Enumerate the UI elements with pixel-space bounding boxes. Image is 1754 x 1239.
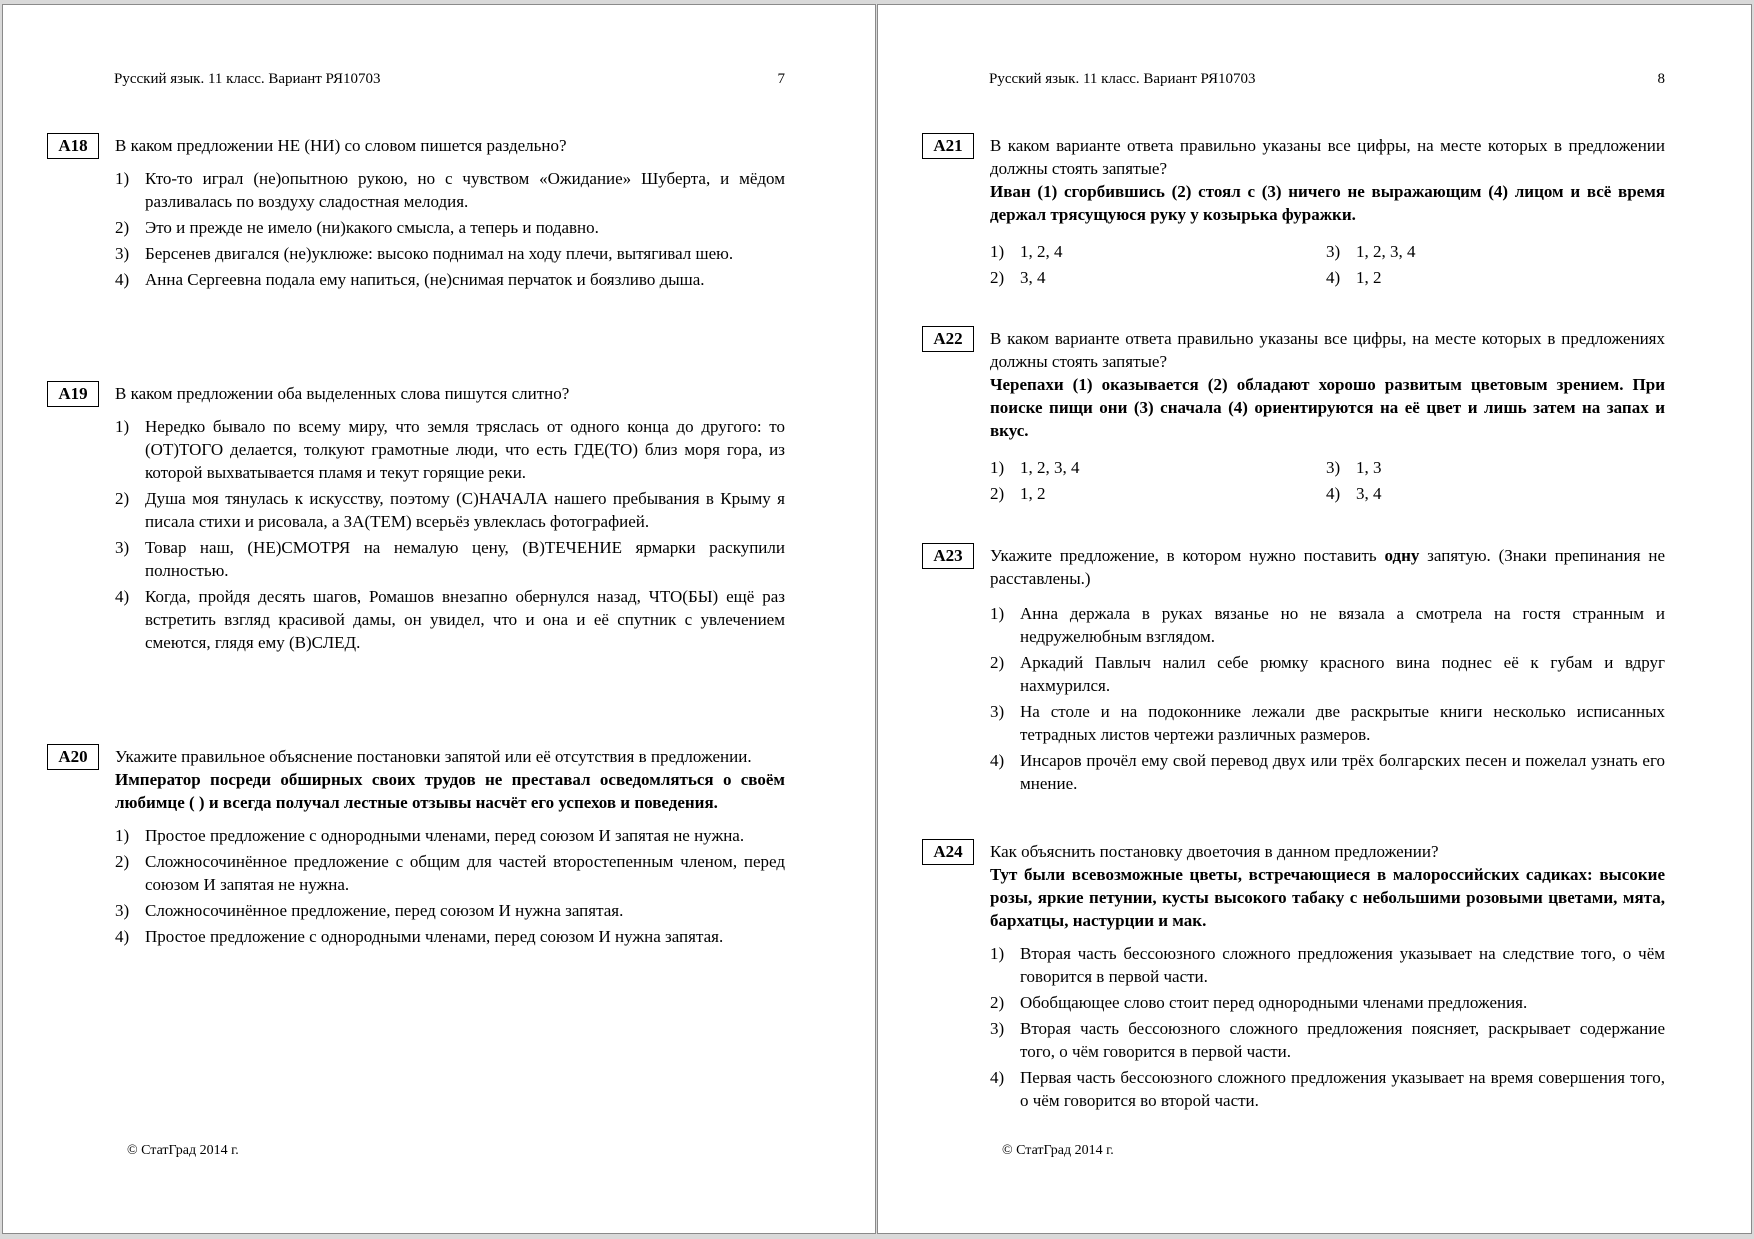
question-sentence: Иван (1) сгорбившись (2) стоял с (3) ничего не выражающим (4) лицом и всё время держал трясущуюся руку у козырька фуражки. — [990, 182, 1665, 224]
answer-option: 3) На столе и на подоконнике лежали две раскрытые книги несколько исписанных тетрадных листов чертежи различных размеров. — [990, 702, 1665, 744]
question-label: А22 — [922, 326, 974, 352]
answer-option: 2) 3, 4 — [990, 268, 1046, 287]
question-a19 — [47, 381, 785, 657]
question-a22 — [922, 326, 1665, 505]
answer-option: 1) Простое предложение с однородными членами, перед союзом И запятая не нужна. — [115, 826, 745, 845]
page-header — [114, 71, 785, 88]
answer-option: 4) Анна Сергеевна подала ему напиться, (не)снимая перчаток и боязливо дыша. — [115, 270, 705, 289]
answer-option: 1) Анна держала в руках вязанье но не вязала а смотрела на гостя странным и недружелюбным взглядом. — [990, 604, 1665, 646]
page-header — [989, 71, 1665, 88]
answer-option: 4) 3, 4 — [1326, 484, 1382, 503]
answer-option: 4) Инсаров прочёл ему свой перевод двух или трёх болгарских песен и пожелал узнать его мнение. — [990, 751, 1665, 793]
question-label: А20 — [47, 744, 99, 770]
question-text: В каком варианте ответа правильно указаны все цифры, на месте которых в предложениях должны стоять запятые? — [990, 329, 1665, 371]
answer-option: 1) Вторая часть бессоюзного сложного предложения указывает на следствие того, о чём говорится в первой части. — [990, 944, 1665, 986]
question-sentence: Тут были всевозможные цветы, встречающиеся в малороссийских садиках: высокие розы, яркие петунии, кусты высокого табаку с небольшими розовыми цветами, мята, бархатцы, настурции и мак. — [990, 865, 1665, 930]
answer-option: 2) 1, 2 — [990, 484, 1046, 503]
answer-option: 2) Аркадий Павлыч налил себе рюмку красного вина поднес её к губам и вдруг нахмурился. — [990, 653, 1665, 695]
header-title: Русский язык. 11 класс. Вариант РЯ10703 — [114, 71, 381, 87]
question-a20 — [47, 744, 785, 951]
answer-option: 4) Простое предложение с однородными членами, перед союзом И нужна запятая. — [115, 927, 724, 946]
answer-option: 4) Когда, пройдя десять шагов, Ромашов внезапно обернулся назад, ЧТО(БЫ) ещё раз встретить взгляд красивой дамы, он увидел, что и она и её спутник с увлечением смеются, глядя ему (В)СЛЕД. — [115, 587, 785, 652]
answer-option: 3) 1, 2, 3, 4 — [1326, 242, 1416, 261]
answer-options — [990, 456, 1665, 505]
question-a23 — [922, 543, 1665, 798]
question-a24 — [922, 839, 1665, 1115]
question-text: В каком предложении НЕ (НИ) со словом пишется раздельно? — [115, 136, 567, 155]
question-label: А18 — [47, 133, 99, 159]
answer-option: 3) Вторая часть бессоюзного сложного предложения поясняет, раскрывает содержание того, о чём говорится в первой части. — [990, 1019, 1665, 1061]
question-a21 — [922, 133, 1665, 289]
answer-option: 1) 1, 2, 4 — [990, 242, 1063, 261]
question-sentence: Император посреди обширных своих трудов не преставал осведомляться о своём любимце ( ) и всегда получал лестные отзывы насчёт его успехов и поведения. — [115, 770, 785, 812]
answer-option: 3) Сложносочинённое предложение, перед союзом И нужна запятая. — [115, 901, 624, 920]
answer-option: 2) Обобщающее слово стоит перед однородными членами предложения. — [990, 993, 1528, 1012]
header-title: Русский язык. 11 класс. Вариант РЯ10703 — [989, 71, 1256, 87]
page-footer: © СтатГрад 2014 г. — [127, 1143, 239, 1158]
question-sentence: Черепахи (1) оказывается (2) обладают хорошо развитым цветовым зрением. При поиске пищи они (3) сначала (4) ориентируются на её цвет и лишь затем на запах и вкус. — [990, 375, 1665, 440]
page-footer: © СтатГрад 2014 г. — [1002, 1143, 1114, 1158]
answer-option: 1) 1, 2, 3, 4 — [990, 458, 1080, 477]
question-text: Как объяснить постановку двоеточия в данном предложении? — [990, 842, 1439, 861]
answer-options — [115, 824, 785, 948]
answer-option: 2) Это и прежде не имело (ни)какого смысла, а теперь и подавно. — [115, 218, 599, 237]
question-label: А19 — [47, 381, 99, 407]
question-label: А21 — [922, 133, 974, 159]
answer-options — [990, 240, 1665, 289]
question-label: А24 — [922, 839, 974, 865]
page-number: 8 — [1657, 71, 1665, 87]
answer-option: 3) Берсенев двигался (не)уклюже: высоко поднимал на ходу плечи, вытягивал шею. — [115, 244, 734, 263]
answer-options — [115, 415, 785, 654]
question-a18 — [47, 133, 785, 294]
page-right — [877, 4, 1752, 1234]
emphasis-word: одну — [1384, 546, 1420, 565]
question-label: А23 — [922, 543, 974, 569]
page-number: 7 — [777, 71, 785, 87]
answer-option: 4) 1, 2 — [1326, 268, 1382, 287]
answer-option: 1) Нередко бывало по всему миру, что земля тряслась от одного конца до другого: то (ОТ)ТОГО делается, толкуют грамотные люди, что есть ГДЕ(ТО) близ моря гора, из которой выхватывается пламя и текут горящие реки. — [115, 417, 785, 482]
answer-options — [115, 167, 785, 291]
page-left — [2, 4, 876, 1234]
answer-option: 2) Душа моя тянулась к искусству, поэтому (С)НАЧАЛА нашего пребывания в Крыму я писала стихи и рисовала, а ЗА(ТЕМ) всерьёз увлеклась фотографией. — [115, 489, 785, 531]
question-text: В каком варианте ответа правильно указаны все цифры, на месте которых в предложении должны стоять запятые? — [990, 136, 1665, 178]
question-text: Укажите правильное объяснение постановки запятой или её отсутствия в предложении. — [115, 747, 752, 766]
answer-option: 3) 1, 3 — [1326, 458, 1382, 477]
answer-option: 3) Товар наш, (НЕ)СМОТРЯ на немалую цену, (В)ТЕЧЕНИЕ ярмарки раскупили полностью. — [115, 538, 785, 580]
answer-options — [990, 602, 1665, 795]
question-text: В каком предложении оба выделенных слова пишутся слитно? — [115, 384, 570, 403]
answer-option: 2) Сложносочинённое предложение с общим для частей второстепенным членом, перед союзом И запятая не нужна. — [115, 852, 785, 894]
question-text: Укажите предложение, в котором нужно поставить одну запятую. (Знаки препинания не расставлены.) — [990, 546, 1665, 588]
answer-option: 1) Кто-то играл (не)опытною рукою, но с чувством «Ожидание» Шуберта, и мёдом разливалась по воздуху сладостная мелодия. — [115, 169, 785, 211]
answer-options — [990, 942, 1665, 1112]
answer-option: 4) Первая часть бессоюзного сложного предложения указывает на время совершения того, о чём говорится во второй части. — [990, 1068, 1665, 1110]
